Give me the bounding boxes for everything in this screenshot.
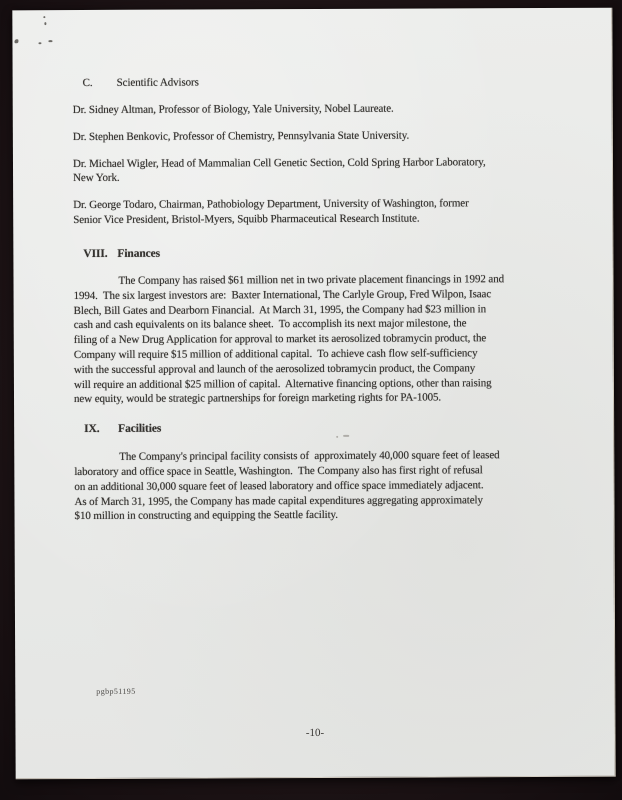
ink-speck — [38, 42, 41, 44]
advisor-entry — [73, 154, 561, 185]
text-line: Dr. Michael Wigler, Head of Mammalian Cell Genetic Section, Cold Spring Harbor Laboratory, — [72, 155, 486, 170]
page-number: -10- — [305, 726, 325, 740]
ink-speck — [43, 16, 45, 18]
text-line: new equity, would be strategic partnerships for foreign marketing rights for PA-1005. — [73, 391, 442, 406]
text-line: Dr. Sidney Altman, Professor of Biology, Yale University, Nobel Laureate. — [72, 102, 394, 116]
text-line: The Company has raised $61 million net in two private placement financings in 1992 and — [118, 273, 505, 287]
text-line: will require an additional $25 million of capital. Alternative financing options, other than raising — [73, 376, 492, 391]
text-line: Dr. George Todaro, Chairman, Pathobiology Department, University of Washington, former — [73, 197, 469, 212]
text-line: filing of a New Drug Application for approval to market its aerosolized tobramycin product, the — [73, 332, 487, 347]
text-line: Blech, Bill Gates and Dearborn Financial. At March 31, 1995, the Company had $23 million in — [73, 302, 487, 317]
text-line: on an additional 30,000 square feet of leased laboratory and office space immediately adjacent. — [74, 479, 484, 493]
section-label: VIII. — [83, 247, 108, 261]
section-label: C. — [82, 76, 93, 90]
text-line: 1994. The six largest investors are: Baxter International, The Carlyle Group, Fred Wilpon, Isaac — [73, 288, 492, 302]
text-line: Dr. Stephen Benkovic, Professor of Chemistry, Pennsylvania State University. — [72, 129, 410, 143]
ink-speck — [48, 40, 52, 42]
section-heading-scientific-advisors — [73, 74, 561, 91]
advisor-entry — [73, 196, 561, 227]
advisor-entry — [73, 100, 561, 117]
text-line: New York. — [73, 171, 120, 185]
doc-code: pgbp51195 — [96, 686, 136, 696]
section-heading-finances — [73, 245, 561, 262]
text-line: $10 million in constructing and equipping the Seattle facility. — [74, 509, 338, 523]
text-line: with the successful approval and launch of the aerosolized tobramycin product, the Company — [73, 362, 476, 376]
section-title: Scientific Advisors — [116, 76, 199, 89]
document-content — [72, 8, 562, 524]
section-title: Finances — [117, 247, 161, 260]
text-line: laboratory and office space in Seattle, Washington. The Company also has first right of refusal — [74, 464, 483, 479]
text-line: As of March 31, 1995, the Company has made capital expenditures aggregating approximately — [74, 493, 483, 508]
section-heading-facilities — [74, 420, 562, 437]
document-page — [12, 8, 615, 780]
ink-speck — [14, 39, 18, 43]
paragraph-finances — [73, 272, 562, 407]
text-line: Senior Vice President, Bristol-Myers, Squibb Pharmaceutical Research Institute. — [73, 212, 420, 226]
section-label: IX. — [84, 423, 100, 436]
section-title: Facilities — [118, 422, 162, 436]
text-line: Company will require $15 million of additional capital. To achieve cash flow self-sufficiency — [73, 347, 478, 362]
paragraph-facilities — [74, 448, 562, 524]
advisor-entry — [73, 127, 561, 144]
text-line: The Company's principal facility consists of approximately 40,000 square feet of leased — [119, 449, 500, 464]
text-line: cash and cash equivalents on its balance sheet. To accomplish its next major milestone, the — [73, 317, 467, 332]
ink-speck — [44, 22, 46, 25]
